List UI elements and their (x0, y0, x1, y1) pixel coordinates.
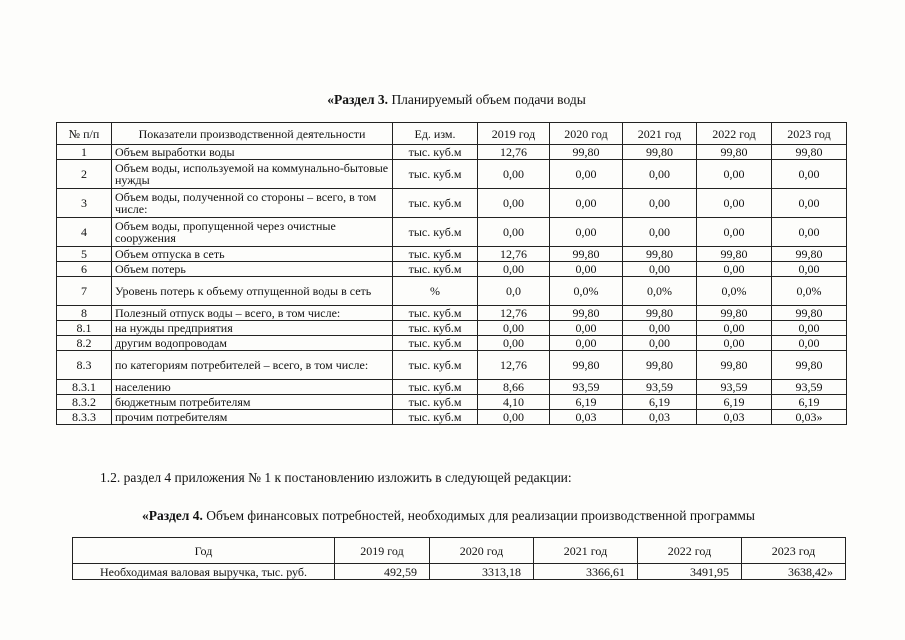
section-4-title (0, 508, 901, 524)
value-cell: 99,80 (772, 351, 847, 380)
table-row (57, 145, 847, 160)
column-header: 2021 год (623, 123, 697, 145)
value-cell: 6,19 (772, 395, 847, 410)
column-header: № п/п (57, 123, 112, 145)
water-supply-table (56, 122, 847, 425)
value-cell: 0,0% (697, 277, 772, 306)
column-header: 2019 год (335, 538, 430, 564)
value-cell: 99,80 (550, 306, 623, 321)
unit-cell: тыс. куб.м (393, 380, 478, 395)
indicator-name: населению (112, 380, 393, 395)
column-header: 2023 год (772, 123, 847, 145)
row-number: 7 (57, 277, 112, 306)
value-cell: 0,00 (697, 336, 772, 351)
row-number: 5 (57, 247, 112, 262)
value-cell: 3491,95 (638, 564, 742, 580)
row-number: 8.1 (57, 321, 112, 336)
value-cell: 0,00 (478, 218, 550, 247)
row-number: 8.3.2 (57, 395, 112, 410)
table-row (57, 321, 847, 336)
financial-needs-table (72, 537, 846, 580)
value-cell: 492,59 (335, 564, 430, 580)
value-cell: 99,80 (623, 306, 697, 321)
indicator-name: по категориям потребителей – всего, в том числе: (112, 351, 393, 380)
value-cell: 0,00 (478, 321, 550, 336)
table-row (57, 351, 847, 380)
value-cell: 99,80 (550, 351, 623, 380)
value-cell: 6,19 (623, 395, 697, 410)
value-cell: 0,00 (697, 321, 772, 336)
value-cell: 99,80 (697, 145, 772, 160)
table-row (57, 189, 847, 218)
table-row (57, 410, 847, 425)
value-cell: 0,00 (623, 160, 697, 189)
indicator-name: бюджетным потребителям (112, 395, 393, 410)
row-number: 8.3.3 (57, 410, 112, 425)
value-cell: 0,03» (772, 410, 847, 425)
value-cell: 0,00 (550, 336, 623, 351)
value-cell: 99,80 (697, 306, 772, 321)
value-cell: 0,00 (623, 189, 697, 218)
column-header: 2022 год (697, 123, 772, 145)
table-row (57, 262, 847, 277)
value-cell: 0,00 (697, 160, 772, 189)
value-cell: 99,80 (772, 145, 847, 160)
value-cell: 0,00 (550, 262, 623, 277)
value-cell: 0,00 (772, 160, 847, 189)
value-cell: 99,80 (772, 247, 847, 262)
value-cell: 0,00 (623, 321, 697, 336)
value-cell: 93,59 (623, 380, 697, 395)
value-cell: 0,0% (623, 277, 697, 306)
indicator-name: Уровень потерь к объему отпущенной воды в сеть (112, 277, 393, 306)
unit-cell: тыс. куб.м (393, 189, 478, 218)
value-cell: 0,00 (550, 160, 623, 189)
indicator-name: Объем воды, полученной со стороны – всего, в том числе: (112, 189, 393, 218)
value-cell: 0,03 (697, 410, 772, 425)
row-number: 8.3 (57, 351, 112, 380)
value-cell: 0,00 (697, 189, 772, 218)
value-cell: 0,0% (772, 277, 847, 306)
value-cell: 93,59 (772, 380, 847, 395)
paragraph-1-2: 1.2. раздел 4 приложения № 1 к постановлению изложить в следующей редакции: (100, 470, 572, 485)
table-row (57, 380, 847, 395)
value-cell: 0,00 (772, 189, 847, 218)
value-cell: 3638,42» (742, 564, 846, 580)
column-header: 2021 год (534, 538, 638, 564)
value-cell: 93,59 (550, 380, 623, 395)
value-cell: 12,76 (478, 351, 550, 380)
indicator-name: Объем выработки воды (112, 145, 393, 160)
unit-cell: тыс. куб.м (393, 351, 478, 380)
value-cell: 0,03 (623, 410, 697, 425)
unit-cell: тыс. куб.м (393, 321, 478, 336)
table-row (57, 247, 847, 262)
value-cell: 99,80 (550, 145, 623, 160)
column-header: 2023 год (742, 538, 846, 564)
value-cell: 0,00 (772, 218, 847, 247)
value-cell: 12,76 (478, 145, 550, 160)
section-3-title (4, 92, 905, 108)
unit-cell: % (393, 277, 478, 306)
indicator-name: Объем отпуска в сеть (112, 247, 393, 262)
unit-cell: тыс. куб.м (393, 160, 478, 189)
unit-cell: тыс. куб.м (393, 395, 478, 410)
indicator-name: Объем потерь (112, 262, 393, 277)
value-cell: 0,0 (478, 277, 550, 306)
value-cell: 99,80 (697, 351, 772, 380)
row-number: 8 (57, 306, 112, 321)
column-header: 2020 год (550, 123, 623, 145)
table-row (73, 564, 846, 580)
unit-cell: тыс. куб.м (393, 262, 478, 277)
value-cell: 4,10 (478, 395, 550, 410)
value-cell: 0,00 (772, 336, 847, 351)
column-header: 2019 год (478, 123, 550, 145)
value-cell: 93,59 (697, 380, 772, 395)
value-cell: 12,76 (478, 247, 550, 262)
unit-cell: тыс. куб.м (393, 410, 478, 425)
indicator-name: на нужды предприятия (112, 321, 393, 336)
indicator-name: Объем воды, пропущенной через очистные сооружения (112, 218, 393, 247)
value-cell: 0,00 (478, 336, 550, 351)
indicator-name: Полезный отпуск воды – всего, в том числе: (112, 306, 393, 321)
value-cell: 0,00 (772, 262, 847, 277)
value-cell: 0,00 (623, 262, 697, 277)
value-cell: 0,00 (772, 321, 847, 336)
unit-cell: тыс. куб.м (393, 306, 478, 321)
value-cell: 0,00 (697, 218, 772, 247)
value-cell: 0,00 (478, 410, 550, 425)
row-number: 8.3.1 (57, 380, 112, 395)
section-3-title-bold: «Раздел 3. (327, 92, 389, 107)
value-cell: 0,03 (550, 410, 623, 425)
table-row (57, 218, 847, 247)
value-cell: 6,19 (550, 395, 623, 410)
indicator-name: прочим потребителям (112, 410, 393, 425)
value-cell: 99,80 (623, 351, 697, 380)
unit-cell: тыс. куб.м (393, 218, 478, 247)
value-cell: 6,19 (697, 395, 772, 410)
row-number: 1 (57, 145, 112, 160)
value-cell: 99,80 (623, 145, 697, 160)
value-cell: 0,00 (478, 189, 550, 218)
section-3-title-text: Планируемый объем подачи воды (388, 92, 586, 107)
value-cell: 99,80 (772, 306, 847, 321)
section-4-title-bold: «Раздел 4. (142, 508, 203, 523)
column-header: Показатели производственной деятельности (112, 123, 393, 145)
unit-cell: тыс. куб.м (393, 247, 478, 262)
column-header: 2022 год (638, 538, 742, 564)
row-number: 6 (57, 262, 112, 277)
table-row (57, 395, 847, 410)
indicator-name: Объем воды, используемой на коммунально-бытовые нужды (112, 160, 393, 189)
indicator-name: другим водопроводам (112, 336, 393, 351)
value-cell: 3366,61 (534, 564, 638, 580)
table-header-row (73, 538, 846, 564)
table-row (57, 306, 847, 321)
column-header: 2020 год (430, 538, 534, 564)
table-row (57, 160, 847, 189)
value-cell: 0,00 (550, 218, 623, 247)
value-cell: 8,66 (478, 380, 550, 395)
value-cell: 0,00 (550, 321, 623, 336)
table-row (57, 277, 847, 306)
column-header: Ед. изм. (393, 123, 478, 145)
value-cell: 3313,18 (430, 564, 534, 580)
table-row (57, 336, 847, 351)
section-4-title-text: Объем финансовых потребностей, необходимых для реализации производственной программы (202, 508, 755, 523)
unit-cell: тыс. куб.м (393, 145, 478, 160)
row-number: 3 (57, 189, 112, 218)
value-cell: 99,80 (623, 247, 697, 262)
row-number: 2 (57, 160, 112, 189)
value-cell: 99,80 (550, 247, 623, 262)
column-header: Год (73, 538, 335, 564)
unit-cell: тыс. куб.м (393, 336, 478, 351)
value-cell: 0,00 (623, 336, 697, 351)
value-cell: 12,76 (478, 306, 550, 321)
value-cell: 0,00 (623, 218, 697, 247)
row-number: 8.2 (57, 336, 112, 351)
revenue-label: Необходимая валовая выручка, тыс. руб. (73, 564, 335, 580)
value-cell: 0,00 (478, 160, 550, 189)
value-cell: 99,80 (697, 247, 772, 262)
value-cell: 0,00 (697, 262, 772, 277)
table-header-row (57, 123, 847, 145)
row-number: 4 (57, 218, 112, 247)
value-cell: 0,0% (550, 277, 623, 306)
value-cell: 0,00 (550, 189, 623, 218)
value-cell: 0,00 (478, 262, 550, 277)
